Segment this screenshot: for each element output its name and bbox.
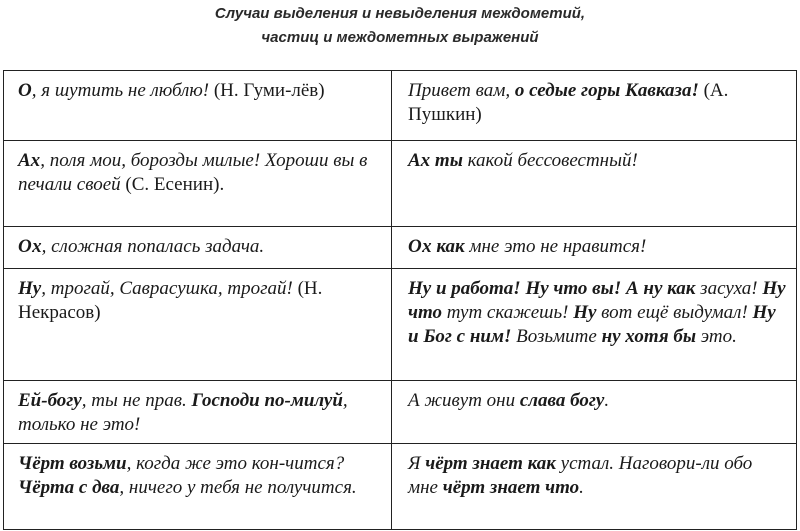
example-not-isolated — [392, 141, 797, 227]
text-fragment: , только не это! — [18, 390, 348, 435]
example-isolated — [4, 227, 392, 269]
highlighted-phrase: чёрт знает как — [425, 453, 556, 474]
examples-table — [3, 70, 797, 530]
table-row — [4, 227, 797, 269]
text-fragment: мне это не нравится! — [464, 236, 647, 257]
text-fragment: , поля мои, борозды милые! Хороши вы в печали своей — [18, 150, 368, 195]
highlighted-phrase: Чёрт возьми — [18, 453, 127, 474]
highlighted-phrase: Ну что — [408, 278, 786, 323]
example-not-isolated — [392, 71, 797, 141]
text-fragment: , ничего у тебя не получится. — [119, 477, 357, 498]
text-fragment: . — [579, 477, 584, 498]
example-not-isolated — [392, 444, 797, 530]
text-fragment: устал. Наговори-ли обо мне — [408, 453, 753, 498]
text-fragment: (Н. Некрасов) — [18, 278, 323, 323]
highlighted-phrase: о седые горы Кавказа! — [514, 80, 699, 101]
highlighted-phrase: Ей-богу — [18, 390, 82, 411]
highlighted-phrase: Ну — [18, 278, 42, 299]
text-fragment: (Н. Гуми-лёв) — [213, 80, 325, 101]
highlighted-phrase: Ну — [573, 302, 597, 323]
text-fragment: , трогай, Саврасушка, трогай! — [41, 278, 298, 299]
text-fragment: вот ещё выдумал! — [596, 302, 753, 323]
highlighted-phrase: слава богу — [519, 390, 605, 411]
table-row — [4, 269, 797, 381]
highlighted-phrase: Ну и работа! — [408, 278, 521, 299]
text-fragment: какой бессовестный! — [462, 150, 638, 171]
example-isolated — [4, 381, 392, 444]
example-not-isolated — [392, 227, 797, 269]
table-row — [4, 71, 797, 141]
text-fragment: , я шутить не люблю! — [31, 80, 214, 101]
highlighted-phrase: Чёрта с два — [18, 477, 120, 498]
text-fragment: , когда же это кон-чится? — [126, 453, 345, 474]
highlighted-phrase: Ах ты — [408, 150, 463, 171]
table-row — [4, 444, 797, 530]
page-title — [0, 2, 800, 50]
highlighted-phrase: Ну и Бог с ним! — [408, 302, 776, 347]
text-fragment: Я — [408, 453, 426, 474]
example-isolated — [4, 141, 392, 227]
example-not-isolated — [392, 269, 797, 381]
text-fragment: , сложная попалась задача. — [41, 236, 265, 257]
table-row — [4, 381, 797, 444]
highlighted-phrase: Ну что вы! — [525, 278, 622, 299]
highlighted-phrase: ну хотя бы — [601, 326, 697, 347]
example-isolated — [4, 444, 392, 530]
text-fragment: . — [604, 390, 610, 411]
text-fragment: (А. Пушкин) — [408, 80, 729, 125]
example-not-isolated — [392, 381, 797, 444]
highlighted-phrase: А ну как — [625, 278, 696, 299]
example-isolated — [4, 269, 392, 381]
text-fragment: это. — [696, 326, 737, 347]
highlighted-phrase: О — [18, 80, 32, 101]
highlighted-phrase: Ох — [18, 236, 42, 257]
text-fragment: А живут они — [408, 390, 520, 411]
highlighted-phrase: Ох как — [408, 236, 465, 257]
text-fragment: тут скажешь! — [442, 302, 574, 323]
table-row — [4, 141, 797, 227]
text-fragment: , ты не прав. — [81, 390, 192, 411]
title-line-1: Случаи выделения и невыделения междометий, — [214, 5, 586, 22]
title-line-2: частиц и междометных выражений — [261, 29, 539, 46]
text-fragment: Привет вам, — [408, 80, 515, 101]
highlighted-phrase: чёрт знает что — [442, 477, 580, 498]
text-fragment: Возьмите — [511, 326, 602, 347]
highlighted-phrase: Господи по-милуй — [191, 390, 343, 411]
text-fragment: засуха! — [695, 278, 763, 299]
highlighted-phrase: Ах — [18, 150, 41, 171]
text-fragment: (С. Есенин). — [125, 174, 225, 195]
example-isolated — [4, 71, 392, 141]
